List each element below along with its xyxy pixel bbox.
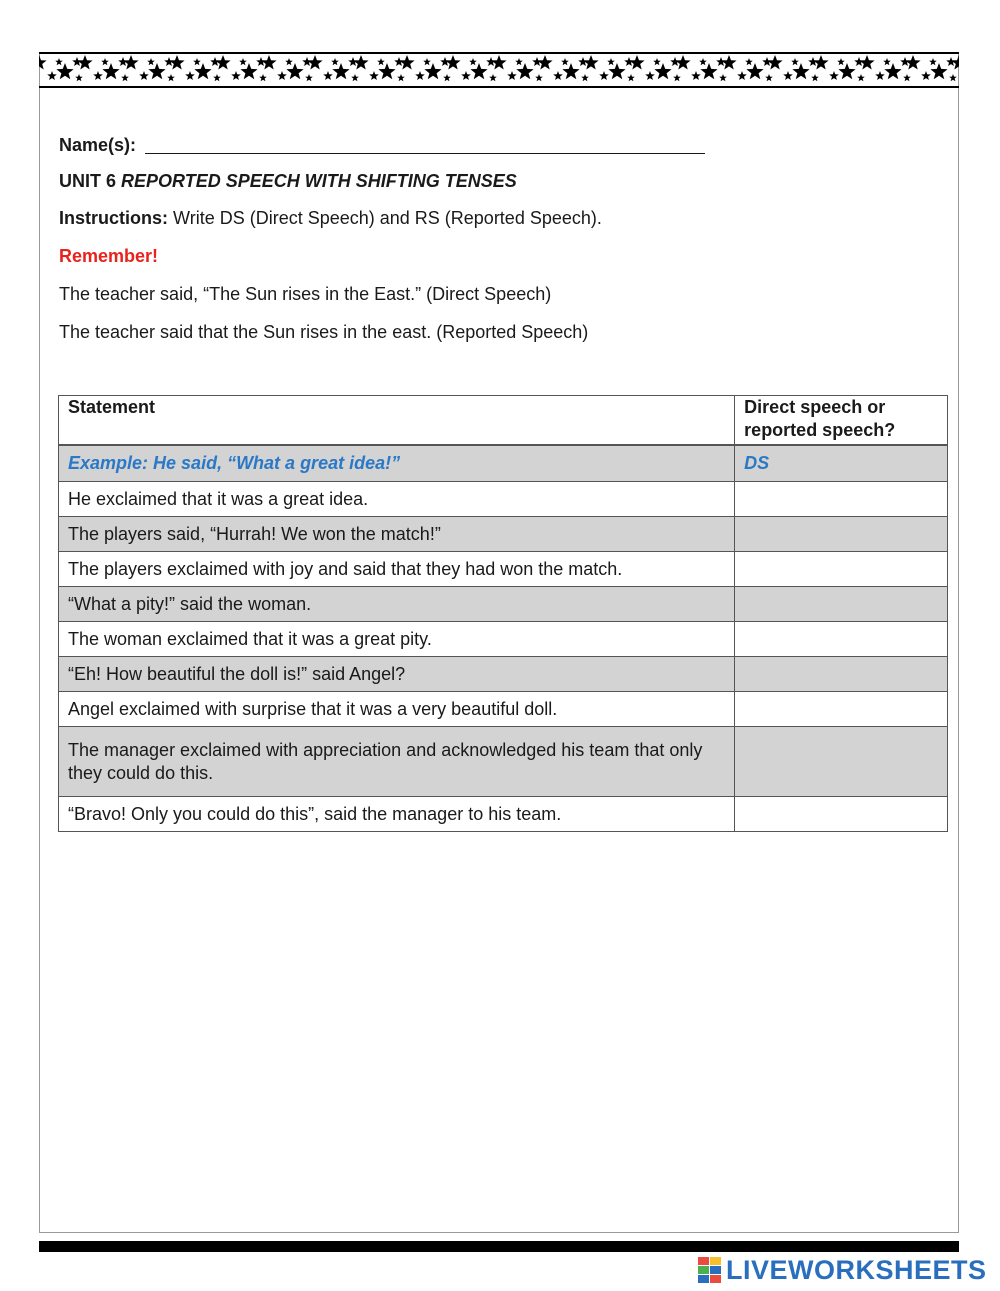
example-statement: Example: He said, “What a great idea!” — [59, 445, 735, 482]
remember-label: Remember! — [59, 246, 159, 266]
statement-cell: He exclaimed that it was a great idea. — [59, 482, 735, 517]
table-row — [59, 622, 948, 657]
statement-cell: “Eh! How beautiful the doll is!” said Angel? — [59, 657, 735, 692]
example-answer: DS — [735, 445, 948, 482]
table-row — [59, 482, 948, 517]
table-row — [59, 797, 948, 832]
answer-cell[interactable] — [735, 797, 948, 832]
exercise-table — [58, 395, 948, 832]
statement-cell: “What a pity!” said the woman. — [59, 587, 735, 622]
statement-cell: The players said, “Hurrah! We won the match!” — [59, 517, 735, 552]
answer-cell[interactable] — [735, 552, 948, 587]
bottom-rule — [39, 1232, 959, 1233]
answer-cell[interactable] — [735, 622, 948, 657]
answer-cell[interactable] — [735, 692, 948, 727]
name-line — [59, 132, 705, 156]
table-row — [59, 727, 948, 797]
statement-cell: The woman exclaimed that it was a great pity. — [59, 622, 735, 657]
answer-cell[interactable] — [735, 587, 948, 622]
example-direct-speech: The teacher said, “The Sun rises in the East.” (Direct Speech) — [59, 284, 552, 304]
name-label: Name(s): — [59, 135, 137, 155]
example-row — [59, 445, 948, 482]
example-reported-speech: The teacher said that the Sun rises in the east. (Reported Speech) — [59, 322, 589, 342]
header-statement: Statement — [59, 396, 735, 445]
unit-title-line — [59, 171, 517, 192]
liveworksheets-brand[interactable] — [698, 1255, 987, 1285]
bottom-bar — [39, 1241, 959, 1252]
table-row — [59, 517, 948, 552]
table-header-row — [59, 396, 948, 445]
table-row — [59, 692, 948, 727]
statement-cell: “Bravo! Only you could do this”, said the manager to his team. — [59, 797, 735, 832]
answer-cell[interactable] — [735, 727, 948, 797]
statement-cell: The players exclaimed with joy and said that they had won the match. — [59, 552, 735, 587]
table-row — [59, 587, 948, 622]
table-row — [59, 552, 948, 587]
star-border-decoration — [39, 52, 959, 88]
name-field[interactable] — [145, 135, 705, 154]
statement-cell: Angel exclaimed with surprise that it was a very beautiful doll. — [59, 692, 735, 727]
answer-cell[interactable] — [735, 517, 948, 552]
table-row — [59, 657, 948, 692]
answer-cell[interactable] — [735, 657, 948, 692]
instructions-line — [59, 208, 602, 229]
instructions-text: Write DS (Direct Speech) and RS (Reported Speech). — [173, 208, 602, 228]
header-answer: Direct speech or reported speech? — [735, 396, 948, 445]
stars-pattern-icon — [39, 54, 959, 86]
unit-title: REPORTED SPEECH WITH SHIFTING TENSES — [121, 171, 517, 191]
instructions-label: Instructions: — [59, 208, 169, 228]
brand-text: LIVEWORKSHEETS — [726, 1254, 987, 1285]
statement-cell: The manager exclaimed with appreciation and acknowledged his team that only they could do this. — [59, 727, 735, 797]
liveworksheets-logo-icon — [698, 1257, 722, 1283]
unit-label: UNIT 6 — [59, 171, 117, 191]
answer-cell[interactable] — [735, 482, 948, 517]
